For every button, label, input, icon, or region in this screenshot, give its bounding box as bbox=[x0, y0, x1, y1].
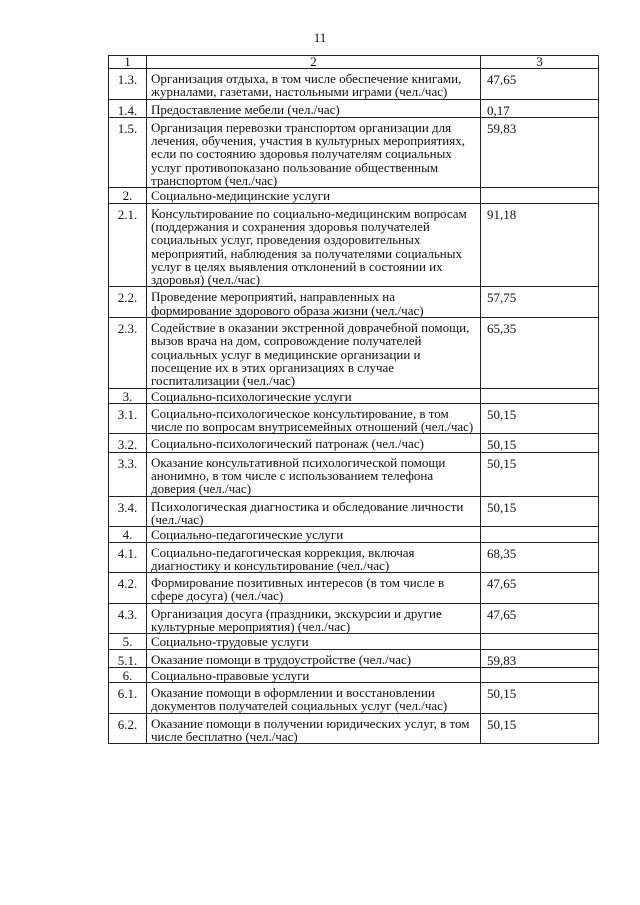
column-header-3: 3 bbox=[481, 56, 599, 69]
row-rate-value: 50,15 bbox=[481, 713, 599, 744]
table-row bbox=[109, 542, 599, 573]
table-row bbox=[109, 117, 599, 187]
row-service-name: Социально-трудовые услуги bbox=[147, 634, 481, 649]
row-rate-value bbox=[481, 188, 599, 203]
section-row bbox=[109, 188, 599, 203]
row-number: 6. bbox=[109, 667, 147, 682]
row-rate-value: 0,17 bbox=[481, 99, 599, 117]
row-service-name: Социально-психологические услуги bbox=[147, 388, 481, 403]
page-number: 11 bbox=[313, 30, 327, 45]
row-service-name: Социально-педагогическая коррекция, включая диагностику и консультирование (чел./час) bbox=[147, 542, 481, 573]
row-number: 3.1. bbox=[109, 403, 147, 434]
row-rate-value: 47,65 bbox=[481, 69, 599, 100]
row-rate-value: 57,75 bbox=[481, 287, 599, 318]
row-number: 4.3. bbox=[109, 603, 147, 634]
row-rate-value: 50,15 bbox=[481, 452, 599, 496]
section-row bbox=[109, 527, 599, 542]
row-rate-value bbox=[481, 527, 599, 542]
row-rate-value: 65,35 bbox=[481, 318, 599, 388]
row-number: 3. bbox=[109, 388, 147, 403]
row-service-name: Социально-психологическое консультирование, в том числе по вопросам внутрисемейных отношений (чел./час) bbox=[147, 403, 481, 434]
table-header-row bbox=[109, 56, 599, 69]
row-number: 2.1. bbox=[109, 203, 147, 287]
row-service-name: Содействие в оказании экстренной доврачебной помощи, вызов врача на дом, сопровождение получателей социальных услуг в медицинские организации и посещение их в этих организациях в случае госпитализации (чел./час) bbox=[147, 318, 481, 388]
table-row bbox=[109, 603, 599, 634]
row-number: 4.2. bbox=[109, 573, 147, 604]
row-service-name: Психологическая диагностика и обследование личности (чел./час) bbox=[147, 496, 481, 527]
row-rate-value: 91,18 bbox=[481, 203, 599, 287]
row-number: 4. bbox=[109, 527, 147, 542]
table-row bbox=[109, 452, 599, 496]
row-service-name: Социально-психологический патронаж (чел./час) bbox=[147, 434, 481, 452]
row-number: 2. bbox=[109, 188, 147, 203]
row-number: 5.1. bbox=[109, 649, 147, 667]
row-service-name: Проведение мероприятий, направленных на формирование здорового образа жизни (чел./час) bbox=[147, 287, 481, 318]
section-row bbox=[109, 667, 599, 682]
row-number: 4.1. bbox=[109, 542, 147, 573]
row-rate-value: 50,15 bbox=[481, 403, 599, 434]
row-service-name: Консультирование по социально-медицинским вопросам (поддержания и сохранения здоровья получателей социальных услуг, проведения оздоровительных мероприятий, наблюдения за получателями социальных услуг в целях выявления отклонений в состоянии их здоровья) (чел./час) bbox=[147, 203, 481, 287]
row-rate-value bbox=[481, 667, 599, 682]
row-number: 6.1. bbox=[109, 683, 147, 714]
table-row bbox=[109, 69, 599, 100]
row-number: 3.2. bbox=[109, 434, 147, 452]
table-row bbox=[109, 287, 599, 318]
row-rate-value: 59,83 bbox=[481, 117, 599, 187]
row-number: 3.4. bbox=[109, 496, 147, 527]
row-number: 2.2. bbox=[109, 287, 147, 318]
table-row bbox=[109, 713, 599, 744]
table-row bbox=[109, 649, 599, 667]
table-row bbox=[109, 434, 599, 452]
column-header-2: 2 bbox=[147, 56, 481, 69]
row-number: 6.2. bbox=[109, 713, 147, 744]
table-row bbox=[109, 683, 599, 714]
row-number: 1.4. bbox=[109, 99, 147, 117]
table-row bbox=[109, 496, 599, 527]
row-service-name: Оказание консультативной психологической помощи анонимно, в том числе с использованием телефона доверия (чел./час) bbox=[147, 452, 481, 496]
row-rate-value: 50,15 bbox=[481, 496, 599, 527]
row-number: 1.3. bbox=[109, 69, 147, 100]
row-service-name: Социально-педагогические услуги bbox=[147, 527, 481, 542]
row-service-name: Оказание помощи в трудоустройстве (чел./час) bbox=[147, 649, 481, 667]
table-row bbox=[109, 203, 599, 287]
row-rate-value: 47,65 bbox=[481, 573, 599, 604]
table-row bbox=[109, 403, 599, 434]
column-header-1: 1 bbox=[109, 56, 147, 69]
row-rate-value: 50,15 bbox=[481, 434, 599, 452]
row-rate-value bbox=[481, 634, 599, 649]
row-service-name: Организация отдыха, в том числе обеспечение книгами, журналами, газетами, настольными играми (чел./час) bbox=[147, 69, 481, 100]
row-service-name: Предоставление мебели (чел./час) bbox=[147, 99, 481, 117]
row-service-name: Оказание помощи в оформлении и восстановлении документов получателей социальных услуг (чел./час) bbox=[147, 683, 481, 714]
table-row bbox=[109, 99, 599, 117]
services-tariff-table bbox=[108, 55, 599, 744]
row-rate-value: 50,15 bbox=[481, 683, 599, 714]
row-service-name: Социально-правовые услуги bbox=[147, 667, 481, 682]
row-rate-value: 68,35 bbox=[481, 542, 599, 573]
row-service-name: Организация досуга (праздники, экскурсии и другие культурные мероприятия) (чел./час) bbox=[147, 603, 481, 634]
row-service-name: Социально-медицинские услуги bbox=[147, 188, 481, 203]
section-row bbox=[109, 634, 599, 649]
row-rate-value: 59,83 bbox=[481, 649, 599, 667]
row-service-name: Оказание помощи в получении юридических услуг, в том числе бесплатно (чел./час) bbox=[147, 713, 481, 744]
row-rate-value: 47,65 bbox=[481, 603, 599, 634]
table-row bbox=[109, 318, 599, 388]
row-service-name: Формирование позитивных интересов (в том числе в сфере досуга) (чел./час) bbox=[147, 573, 481, 604]
row-number: 1.5. bbox=[109, 117, 147, 187]
row-service-name: Организация перевозки транспортом организации для лечения, обучения, участия в культурных мероприятиях, если по состоянию здоровья получателям социальных услуг противопоказано пользование общественным транспортом (чел./час) bbox=[147, 117, 481, 187]
row-rate-value bbox=[481, 388, 599, 403]
row-number: 2.3. bbox=[109, 318, 147, 388]
row-number: 5. bbox=[109, 634, 147, 649]
row-number: 3.3. bbox=[109, 452, 147, 496]
section-row bbox=[109, 388, 599, 403]
table-row bbox=[109, 573, 599, 604]
